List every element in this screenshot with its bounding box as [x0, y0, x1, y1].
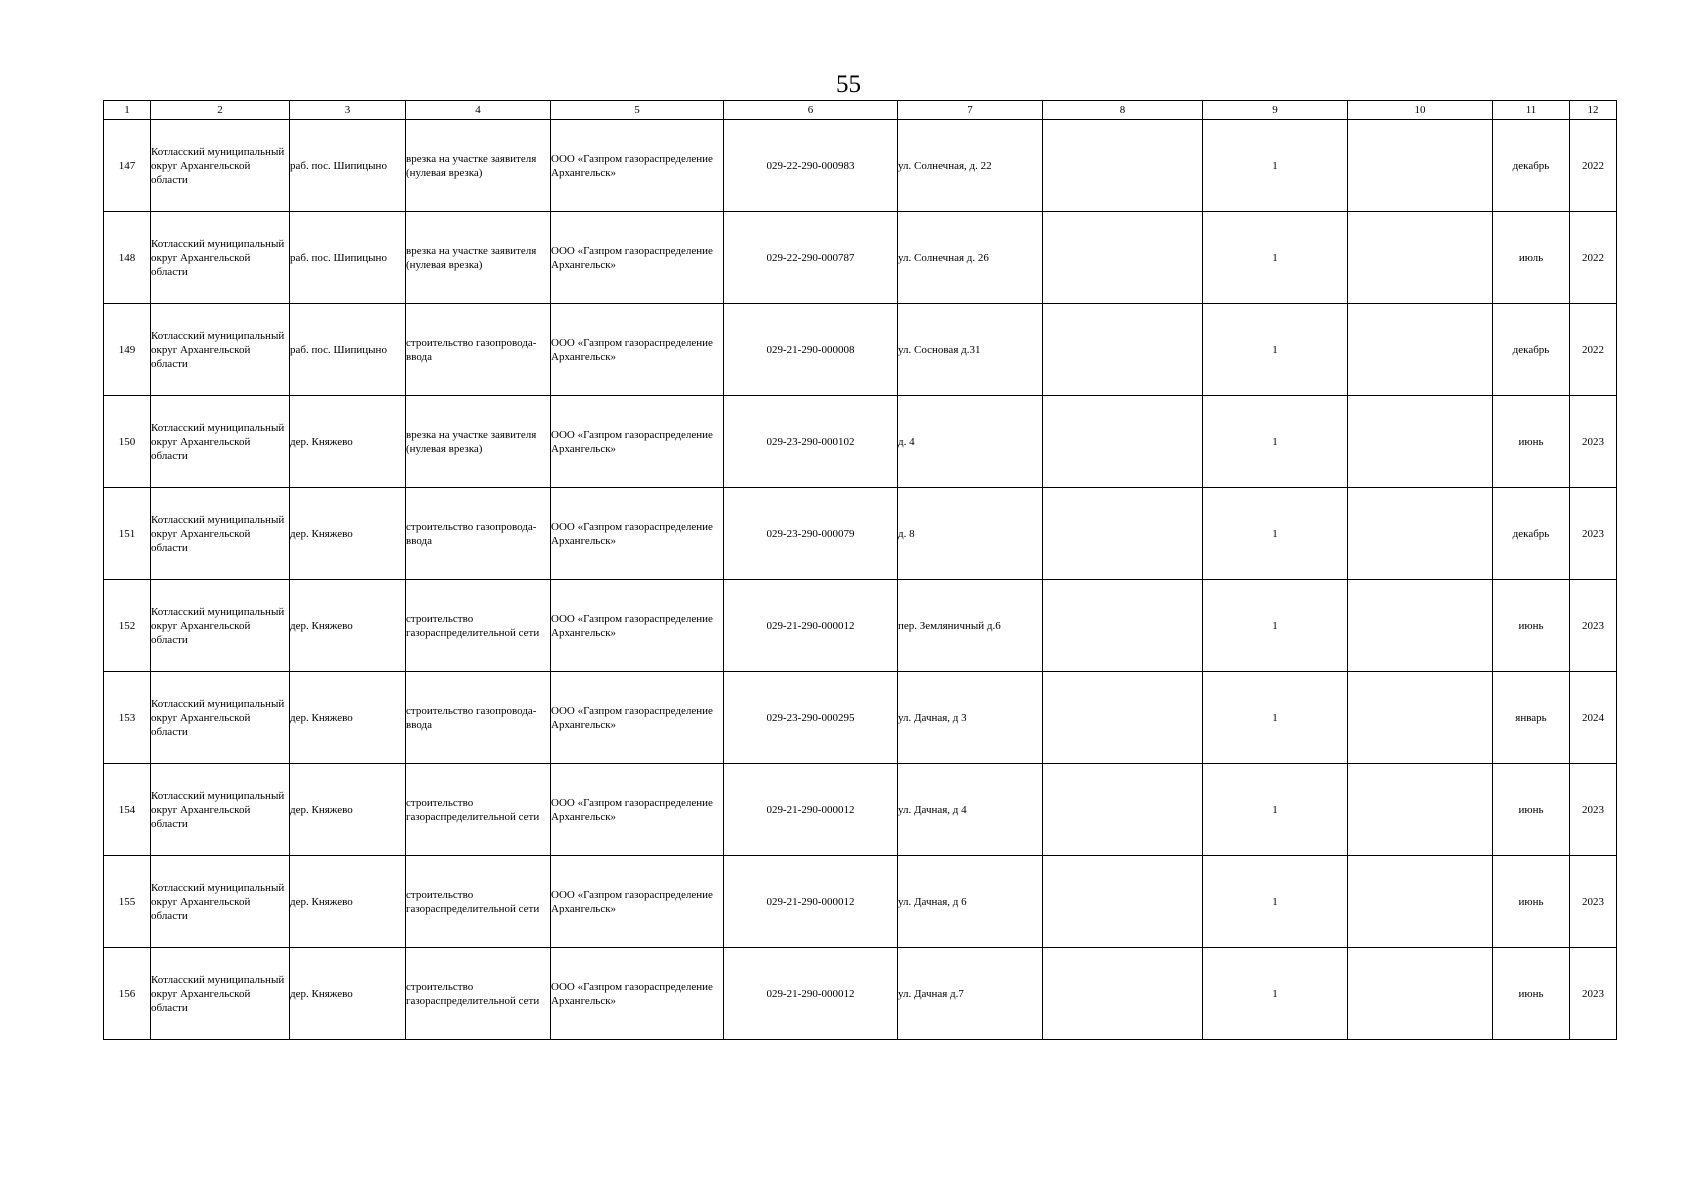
code-cell: 029-23-290-000079: [724, 488, 898, 580]
row-number: 151: [104, 488, 151, 580]
register-table: [103, 100, 1617, 1040]
row-number: 156: [104, 948, 151, 1040]
year-cell: 2022: [1570, 120, 1617, 212]
locality-cell: раб. пос. Шипицыно: [290, 212, 406, 304]
row-number: 155: [104, 856, 151, 948]
column-header: 2: [151, 101, 290, 120]
column-8-cell: [1043, 856, 1203, 948]
table-row: [104, 120, 1617, 212]
count-cell: 1: [1203, 396, 1348, 488]
row-number: 147: [104, 120, 151, 212]
column-10-cell: [1348, 764, 1493, 856]
count-cell: 1: [1203, 120, 1348, 212]
column-10-cell: [1348, 396, 1493, 488]
work-type-cell: строительство газопровода-ввода: [406, 488, 551, 580]
column-8-cell: [1043, 212, 1203, 304]
address-cell: пер. Земляничный д.6: [898, 580, 1043, 672]
organization-cell: ООО «Газпром газораспределение Архангельск»: [551, 488, 724, 580]
month-cell: июнь: [1493, 396, 1570, 488]
work-type-cell: строительство газопровода-ввода: [406, 304, 551, 396]
row-number: 150: [104, 396, 151, 488]
work-type-cell: врезка на участке заявителя (нулевая врезка): [406, 120, 551, 212]
organization-cell: ООО «Газпром газораспределение Архангельск»: [551, 672, 724, 764]
locality-cell: раб. пос. Шипицыно: [290, 120, 406, 212]
count-cell: 1: [1203, 488, 1348, 580]
work-type-cell: строительство газораспределительной сети: [406, 856, 551, 948]
month-cell: июль: [1493, 212, 1570, 304]
row-number: 148: [104, 212, 151, 304]
month-cell: декабрь: [1493, 304, 1570, 396]
address-cell: ул. Солнечная д. 26: [898, 212, 1043, 304]
code-cell: 029-22-290-000983: [724, 120, 898, 212]
municipality-cell: Котласский муниципальный округ Архангельской области: [151, 120, 290, 212]
municipality-cell: Котласский муниципальный округ Архангельской области: [151, 948, 290, 1040]
month-cell: январь: [1493, 672, 1570, 764]
locality-cell: раб. пос. Шипицыно: [290, 304, 406, 396]
page-number: 55: [836, 71, 861, 98]
municipality-cell: Котласский муниципальный округ Архангельской области: [151, 764, 290, 856]
municipality-cell: Котласский муниципальный округ Архангельской области: [151, 856, 290, 948]
organization-cell: ООО «Газпром газораспределение Архангельск»: [551, 856, 724, 948]
locality-cell: дер. Княжево: [290, 856, 406, 948]
table-row: [104, 396, 1617, 488]
column-8-cell: [1043, 120, 1203, 212]
count-cell: 1: [1203, 212, 1348, 304]
column-8-cell: [1043, 764, 1203, 856]
month-cell: декабрь: [1493, 120, 1570, 212]
row-number: 154: [104, 764, 151, 856]
column-header: 4: [406, 101, 551, 120]
column-header: 7: [898, 101, 1043, 120]
code-cell: 029-22-290-000787: [724, 212, 898, 304]
organization-cell: ООО «Газпром газораспределение Архангельск»: [551, 764, 724, 856]
organization-cell: ООО «Газпром газораспределение Архангельск»: [551, 580, 724, 672]
row-number: 153: [104, 672, 151, 764]
column-10-cell: [1348, 948, 1493, 1040]
address-cell: ул. Дачная, д 3: [898, 672, 1043, 764]
column-header: 3: [290, 101, 406, 120]
count-cell: 1: [1203, 304, 1348, 396]
address-cell: ул. Солнечная, д. 22: [898, 120, 1043, 212]
code-cell: 029-23-290-000102: [724, 396, 898, 488]
municipality-cell: Котласский муниципальный округ Архангельской области: [151, 396, 290, 488]
column-header: 12: [1570, 101, 1617, 120]
year-cell: 2022: [1570, 304, 1617, 396]
column-8-cell: [1043, 580, 1203, 672]
address-cell: д. 4: [898, 396, 1043, 488]
municipality-cell: Котласский муниципальный округ Архангельской области: [151, 212, 290, 304]
column-10-cell: [1348, 488, 1493, 580]
locality-cell: дер. Княжево: [290, 396, 406, 488]
table-row: [104, 580, 1617, 672]
column-number-row: [104, 101, 1617, 120]
work-type-cell: врезка на участке заявителя (нулевая врезка): [406, 212, 551, 304]
municipality-cell: Котласский муниципальный округ Архангельской области: [151, 304, 290, 396]
address-cell: ул. Дачная д.7: [898, 948, 1043, 1040]
column-header: 1: [104, 101, 151, 120]
column-10-cell: [1348, 672, 1493, 764]
column-header: 10: [1348, 101, 1493, 120]
year-cell: 2023: [1570, 764, 1617, 856]
work-type-cell: строительство газораспределительной сети: [406, 764, 551, 856]
month-cell: июнь: [1493, 580, 1570, 672]
column-8-cell: [1043, 396, 1203, 488]
year-cell: 2023: [1570, 856, 1617, 948]
municipality-cell: Котласский муниципальный округ Архангельской области: [151, 488, 290, 580]
code-cell: 029-21-290-000012: [724, 856, 898, 948]
column-10-cell: [1348, 120, 1493, 212]
month-cell: июнь: [1493, 764, 1570, 856]
address-cell: д. 8: [898, 488, 1043, 580]
count-cell: 1: [1203, 948, 1348, 1040]
table-row: [104, 212, 1617, 304]
address-cell: ул. Дачная, д 4: [898, 764, 1043, 856]
table-row: [104, 672, 1617, 764]
locality-cell: дер. Княжево: [290, 672, 406, 764]
table-row: [104, 764, 1617, 856]
column-10-cell: [1348, 212, 1493, 304]
column-10-cell: [1348, 856, 1493, 948]
organization-cell: ООО «Газпром газораспределение Архангельск»: [551, 120, 724, 212]
year-cell: 2023: [1570, 948, 1617, 1040]
column-10-cell: [1348, 580, 1493, 672]
code-cell: 029-21-290-000008: [724, 304, 898, 396]
column-8-cell: [1043, 948, 1203, 1040]
count-cell: 1: [1203, 580, 1348, 672]
row-number: 152: [104, 580, 151, 672]
table-row: [104, 948, 1617, 1040]
organization-cell: ООО «Газпром газораспределение Архангельск»: [551, 948, 724, 1040]
month-cell: июнь: [1493, 948, 1570, 1040]
column-8-cell: [1043, 488, 1203, 580]
year-cell: 2023: [1570, 580, 1617, 672]
row-number: 149: [104, 304, 151, 396]
work-type-cell: врезка на участке заявителя (нулевая врезка): [406, 396, 551, 488]
month-cell: декабрь: [1493, 488, 1570, 580]
column-header: 6: [724, 101, 898, 120]
column-header: 8: [1043, 101, 1203, 120]
column-header: 9: [1203, 101, 1348, 120]
code-cell: 029-23-290-000295: [724, 672, 898, 764]
count-cell: 1: [1203, 856, 1348, 948]
locality-cell: дер. Княжево: [290, 764, 406, 856]
column-8-cell: [1043, 304, 1203, 396]
municipality-cell: Котласский муниципальный округ Архангельской области: [151, 672, 290, 764]
code-cell: 029-21-290-000012: [724, 948, 898, 1040]
count-cell: 1: [1203, 672, 1348, 764]
work-type-cell: строительство газораспределительной сети: [406, 948, 551, 1040]
organization-cell: ООО «Газпром газораспределение Архангельск»: [551, 396, 724, 488]
table-row: [104, 856, 1617, 948]
locality-cell: дер. Княжево: [290, 488, 406, 580]
organization-cell: ООО «Газпром газораспределение Архангельск»: [551, 304, 724, 396]
month-cell: июнь: [1493, 856, 1570, 948]
table-row: [104, 488, 1617, 580]
column-8-cell: [1043, 672, 1203, 764]
municipality-cell: Котласский муниципальный округ Архангельской области: [151, 580, 290, 672]
year-cell: 2023: [1570, 396, 1617, 488]
organization-cell: ООО «Газпром газораспределение Архангельск»: [551, 212, 724, 304]
address-cell: ул. Дачная, д 6: [898, 856, 1043, 948]
code-cell: 029-21-290-000012: [724, 764, 898, 856]
year-cell: 2024: [1570, 672, 1617, 764]
column-header: 11: [1493, 101, 1570, 120]
address-cell: ул. Сосновая д.31: [898, 304, 1043, 396]
work-type-cell: строительство газопровода-ввода: [406, 672, 551, 764]
count-cell: 1: [1203, 764, 1348, 856]
locality-cell: дер. Княжево: [290, 580, 406, 672]
code-cell: 029-21-290-000012: [724, 580, 898, 672]
column-10-cell: [1348, 304, 1493, 396]
table-row: [104, 304, 1617, 396]
column-header: 5: [551, 101, 724, 120]
locality-cell: дер. Княжево: [290, 948, 406, 1040]
work-type-cell: строительство газораспределительной сети: [406, 580, 551, 672]
year-cell: 2023: [1570, 488, 1617, 580]
year-cell: 2022: [1570, 212, 1617, 304]
